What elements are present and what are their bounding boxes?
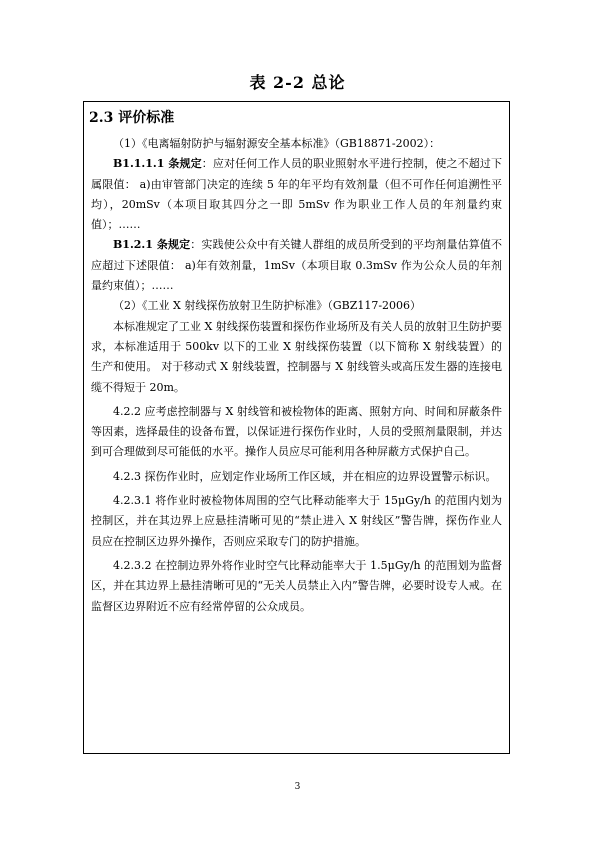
paragraph-clause-b1-2-1 — [91, 235, 502, 296]
clause-text: ：实践使公众中有关键人群组的成员所受到的平均剂量估算值不应超过下述限值： a)年有效剂量，1mSv（本项目取 0.3mSv 作为公众人员的年剂量约束值）；…… — [91, 238, 502, 293]
page-number: 3 — [294, 782, 301, 792]
paragraph-4-2-2: 4.2.2 应考虑控制器与 X 射线管和被检物体的距离、照射方向、时间和屏蔽条件等因素，选择最佳的设备布置，以保证进行探伤作业时，人员的受照剂量限制，并达到可合理做到尽可能低的水平。操作人员应尽可能利用各种屏蔽方式保护自己。 — [91, 404, 502, 459]
paragraph-scope: 本标准规定了工业 X 射线探伤装置和探伤作业场所及有关人员的放射卫生防护要求，本标准适用于 500kv 以下的工业 X 射线探伤装置（以下简称 X 射线装置）的生产和使用。 对于移动式 X 射线装置，控制器与 X 射线管头或高压发生器的连接电缆不得短于 20m。 — [91, 319, 502, 394]
standards-body — [91, 134, 502, 617]
paragraph-standard-2: （2）《工业 X 射线探伤放射卫生防护标准》（GBZ117-2006） — [113, 299, 422, 313]
section-heading: 2.3 评价标准 — [89, 110, 175, 126]
paragraph-4-2-3: 4.2.3 探伤作业时，应划定作业场所工作区域，并在相应的边界设置警示标识。 — [113, 469, 497, 483]
paragraph-4-2-3-1: 4.2.3.1 将作业时被检物体周围的空气比释动能率大于 15μGy/h 的范围内划为控制区，并在其边界上应悬挂清晰可见的“禁止进入 X 射线区”警告牌，探伤作业人员应在控制区边界外操作，否则应采取专门的防护措施。 — [91, 494, 502, 548]
document-title: 表 2-2 总论 — [249, 73, 346, 92]
clause-label: B1.2.1 条规定 — [113, 238, 191, 252]
clause-label: B1.1.1.1 条规定 — [113, 157, 202, 171]
paragraph-standard-1: （1）《电离辐射防护与辐射源安全基本标准》（GB18871-2002）： — [113, 137, 441, 150]
paragraph-clause-b1-1-1-1 — [91, 154, 502, 235]
paragraph-4-2-3-2: 4.2.3.2 在控制边界外将作业时空气比释动能率大于 1.5μGy/h 的范围划为监督区，并在其边界上悬挂清晰可见的“无关人员禁止入内”警告牌，必要时设专人戒。在监督区边界附近不应有经常停留的公众成员。 — [91, 558, 502, 613]
clause-text: ：应对任何工作人员的职业照射水平进行控制，使之不超过下属限值： a)由审管部门决定的连续 5 年的年平均有效剂量（但不可作任何追溯性平均），20mSv（本项目取其四分之一即 5mSv 作为职业工作人员的年剂量约束值）；…… — [91, 157, 502, 232]
